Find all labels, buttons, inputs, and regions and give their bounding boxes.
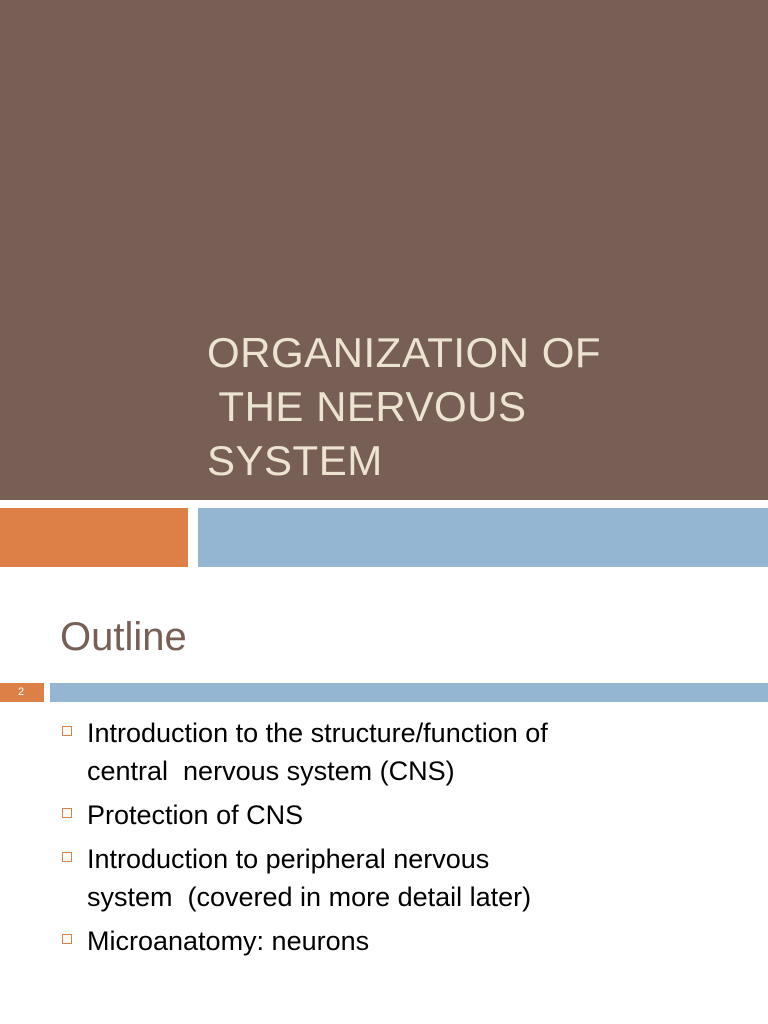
list-item-text: Introduction to the structure/function of central nervous system (CNS) bbox=[87, 718, 548, 786]
hollow-square-icon bbox=[62, 934, 72, 944]
slide-title-line: THE NERVOUS bbox=[207, 383, 527, 430]
list-item bbox=[60, 796, 750, 834]
orange-accent-bar bbox=[0, 508, 188, 567]
outline-list bbox=[60, 714, 750, 966]
blue-accent-bar bbox=[198, 508, 768, 567]
header-blue-strip bbox=[50, 683, 768, 702]
slide-title-line: SYSTEM bbox=[207, 437, 383, 484]
list-item-text: Protection of CNS bbox=[87, 800, 304, 830]
list-item-text: Microanatomy: neurons bbox=[87, 926, 370, 956]
outline-title: Outline bbox=[60, 615, 187, 659]
list-item-text: Introduction to peripheral nervous system (covered in more detail later) bbox=[87, 844, 532, 912]
hollow-square-icon bbox=[62, 852, 72, 862]
list-item bbox=[60, 714, 750, 790]
list-item bbox=[60, 840, 750, 916]
slide-title-line: ORGANIZATION OF bbox=[207, 329, 602, 376]
list-item bbox=[60, 922, 750, 960]
hollow-square-icon bbox=[62, 726, 72, 736]
slide-title bbox=[207, 326, 747, 488]
hollow-square-icon bbox=[62, 808, 72, 818]
page-number-badge: 2 bbox=[0, 683, 44, 702]
